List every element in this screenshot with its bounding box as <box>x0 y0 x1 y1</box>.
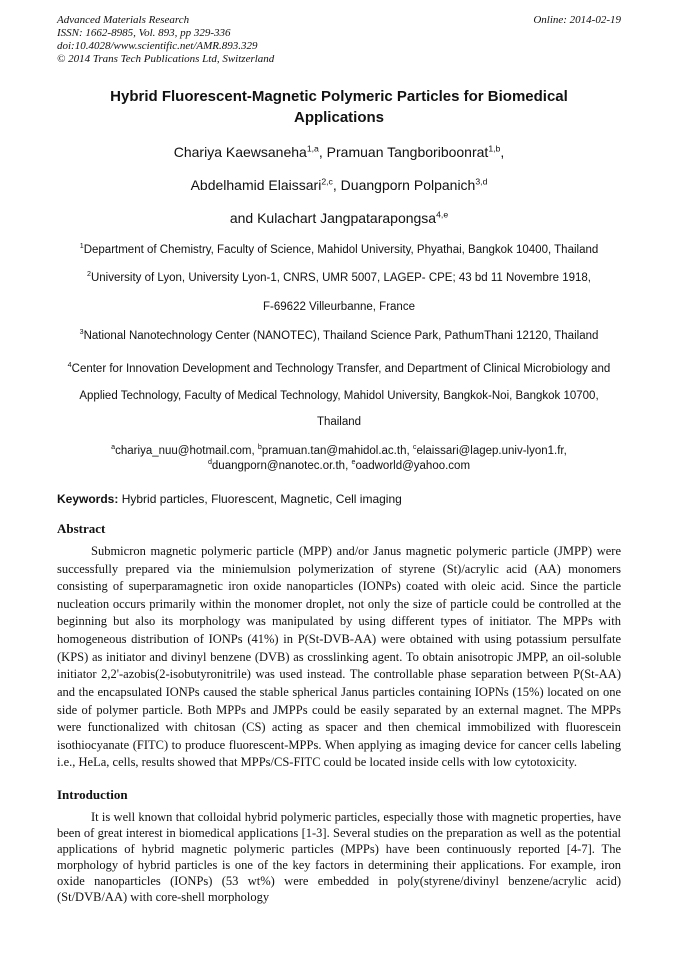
affiliation-2: $^2$University of Lyon, University Lyon-1, CNRS, UMR 5007, LAGEP- CPE; 43 bd 11 Novembre 1918, <box>86 270 591 285</box>
journal-meta <box>57 14 274 66</box>
author-emails: $^a$chariya_nuu@hotmail.com, $^b$pramuan.tan@mahidol.ac.th, $^c$elaissari@lagep.univ-lyon1.fr, $^d$duangporn@nanotec.or.th, $^e$oadworld@yahoo.com <box>111 442 567 472</box>
affiliation-1: $^1$Department of Chemistry, Faculty of Science, Mahidol University, Phyathai, Bangkok 10400, Thailand <box>79 241 599 256</box>
journal-doi: doi:10.4028/www.scientific.net/AMR.893.329 <box>57 39 258 52</box>
journal-name: Advanced Materials Research <box>57 14 190 26</box>
online-date: Online: 2014-02-19 <box>533 14 621 26</box>
affiliation-4: $^4$Center for Innovation Development and Technology Transfer, and Department of Clinical Microbiology and Applied Technology, Faculty of Medical Technology, Mahidol University, Bangkok-Noi, Bangkok 10700, Thailand <box>67 361 611 429</box>
journal-issn: ISSN: 1662-8985, Vol. 893, pp 329-336 <box>57 26 231 39</box>
keywords-text: Hybrid particles, Fluorescent, Magnetic, Cell imaging <box>121 491 402 506</box>
journal-header <box>57 14 621 66</box>
introduction-heading: Introduction <box>57 787 128 803</box>
author-line-1: Chariya Kaewsaneha$^{1,a}$, Pramuan Tangboriboonrat$^{1,b}$, <box>173 143 505 160</box>
abstract-heading: Abstract <box>57 520 106 536</box>
affiliation-3: $^3$National Nanotechnology Center (NANOTEC), Thailand Science Park, PathumThani 12120, Thailand <box>79 327 599 342</box>
journal-copyright: © 2014 Trans Tech Publications Ltd, Switzerland <box>57 52 275 65</box>
keywords-line <box>57 492 621 506</box>
affiliation-2-city: F-69622 Villeurbanne, France <box>263 300 415 313</box>
author-list <box>57 143 621 228</box>
paper-title: Hybrid Fluorescent-Magnetic Polymeric Particles for Biomedical Applications <box>110 87 568 126</box>
author-line-2: Abdelhamid Elaissari$^{2,c}$, Duangporn Polpanich$^{3,d}$ <box>190 176 488 193</box>
introduction-body: It is well known that colloidal hybrid polymeric particles, especially those with magnetic properties, have been of great interest in biomedical applications [1-3]. Several studies on the preparation as well as the potential applications of hybrid magnetic polymeric particles (MPPs) have been continuously reported [4-7]. The morphology of hybrid particles is one of the key factors in determining their applications. For example, iron oxide nanoparticles (IONPs) (53 wt%) were embedded in poly(styrene/divinyl benzene/acrylic acid) (St/DVB/AA) with core-shell morphology <box>57 810 621 905</box>
affiliation-list <box>65 242 613 474</box>
abstract-body: Submicron magnetic polymeric particle (MPP) and/or Janus magnetic polymeric particle (JMPP) were successfully prepared via the miniemulsion polymerization of styrene (St)/acrylic acid (AA) monomers consisting of superparamagnetic iron oxide nanoparticles (IONPs) coated with oleic acid. Since the particle nucleation occurs primarily within the monomer droplet, not only the size of particle could be controlled at the beginning but also its morphology was manipulated by using different types of initiator. The MPPs with homogeneous distribution of IONPs (41%) in P(St-DVB-AA) were obtained with using potassium persulfate (KPS) as initiator and divinyl benzene (DVB) as crosslinking agent. To obtain anisotropic JMPP, an oil-soluble initiator 2,2'-azobis(2-isobutyronitrile) was used instead. The controllable phase separation between P(St-AA) and the encapsulated IONPs caused the stable spherical Janus particles containing IOPNs (15%) located on one side of polymer particle. Both MPPs and JMPPs could be easily separated by an external magnet. The MPPs were functionalized with chitosan (CS) acting as spacer and then chemical immobilized with fluorescein isothiocyanate (FITC) to produce fluorescent-MPPs. When applying as imaging device for cancer cells labeling i.e., HeLa, cells, results showed that MPPs/CS-FITC could be located inside cells with low cytotoxicity. <box>57 543 621 770</box>
author-line-3: and Kulachart Jangpatarapongsa$^{4,e}$ <box>229 209 449 226</box>
keywords-label: Keywords: <box>57 491 119 506</box>
